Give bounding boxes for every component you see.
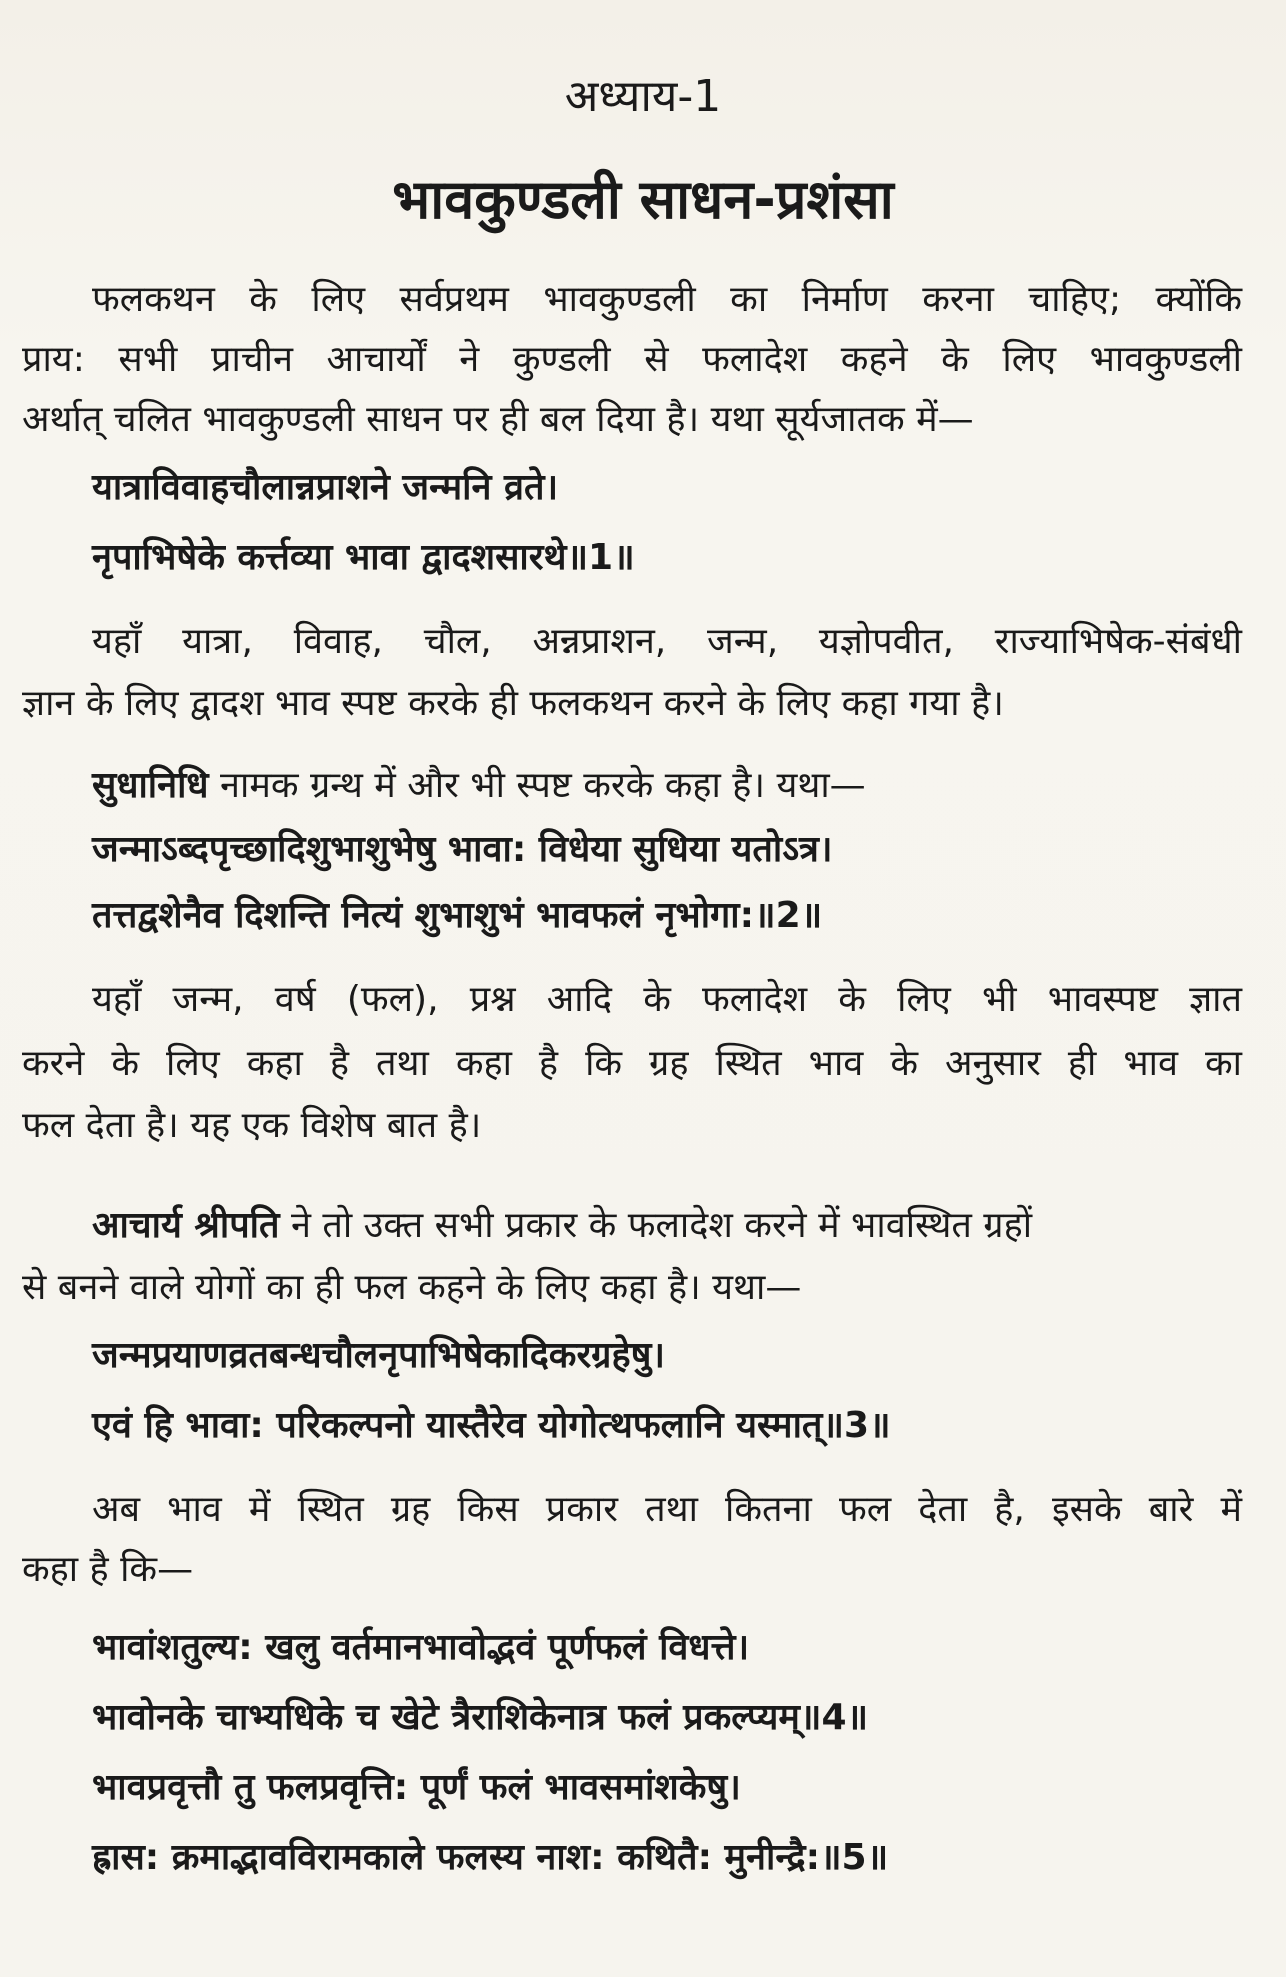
page-title: भावकुण्डली साधन-प्रशंसा (392, 168, 894, 231)
verse-3-line-2: एवं हि भावा: परिकल्पनो यास्तैरेव योगोत्थफलानि यस्मात्॥3॥ (92, 1405, 891, 1446)
paragraph-6-line-1: अब भाव में स्थित ग्रह किस प्रकार तथा कितना फल देता है, इसके बारे में (92, 1489, 1242, 1530)
verse-1-line-1: यात्राविवाहचौलान्नप्राशने जन्मनि व्रते। (92, 467, 559, 508)
verse-4-line-2: भावोनके चाभ्यधिके च खेटे त्रैराशिकेनात्र फलं प्रकल्प्यम्॥4॥ (92, 1697, 869, 1738)
paragraph-6-line-2: कहा है कि— (22, 1549, 194, 1590)
paragraph-2-line-2: ज्ञान के लिए द्वादश भाव स्पष्ट करके ही फलकथन करने के लिए कहा गया है। (22, 683, 1004, 724)
text-sudhanidhi: सुधानिधि (92, 765, 209, 806)
paragraph-3-line-1 (92, 756, 866, 816)
paragraph-5-line-2: से बनने वाले योगों का ही फल कहने के लिए कहा है। यथा— (22, 1267, 802, 1308)
verse-5-line-2: ह्रास: क्रमाद्भावविरामकाले फलस्य नाश: कथितै: मुनीन्द्रै:॥5॥ (92, 1837, 889, 1878)
verse-3-line-1: जन्मप्रयाणव्रतबन्धचौलनृपाभिषेकादिकरग्रहेषु। (92, 1335, 666, 1376)
chapter-heading: अध्याय-1 (564, 71, 722, 122)
verse-5-line-1: भावप्रवृत्तौ तु फलप्रवृत्ति: पूर्णं फलं भावसमांशकेषु। (92, 1767, 741, 1808)
verse-4-line-1: भावांशतुल्य: खलु वर्तमानभावोद्भवं पूर्णफलं विधत्ते। (92, 1627, 750, 1668)
paragraph-1-line-2: प्राय: सभी प्राचीन आचार्यों ने कुण्डली से फलादेश कहने के लिए भावकुण्डली (22, 339, 1242, 380)
paragraph-4-line-2: करने के लिए कहा है तथा कहा है कि ग्रह स्थित भाव के अनुसार ही भाव का (22, 1043, 1242, 1084)
verse-2-line-2: तत्तद्वशेनैव दिशन्ति नित्यं शुभाशुभं भावफलं नृभोगा:॥2॥ (92, 895, 823, 936)
paragraph-3-line-1-rest: नामक ग्रन्थ में और भी स्पष्ट करके कहा है। यथा— (208, 765, 866, 806)
verse-1-line-2: नृपाभिषेके कर्त्तव्या भावा द्वादशसारथे॥1॥ (92, 537, 635, 578)
paragraph-1-line-3: अर्थात् चलित भावकुण्डली साधन पर ही बल दिया है। यथा सूर्यजातक में— (22, 399, 974, 440)
text-acharya-shripati: आचार्य श्रीपति (92, 1205, 280, 1246)
paragraph-5-line-1-rest: ने तो उक्त सभी प्रकार के फलादेश करने में भावस्थित ग्रहों (279, 1205, 1033, 1246)
paragraph-5-line-1 (92, 1196, 1242, 1256)
verse-2-line-1: जन्माऽब्दपृच्छादिशुभाशुभेषु भावा: विधेया सुधिया यतोऽत्र। (92, 829, 833, 870)
paragraph-1-line-1: फलकथन के लिए सर्वप्रथम भावकुण्डली का निर्माण करना चाहिए; क्योंकि (92, 279, 1242, 320)
paragraph-2-line-1: यहाँ यात्रा, विवाह, चौल, अन्नप्राशन, जन्म, यज्ञोपवीत, राज्याभिषेक-संबंधी (92, 621, 1242, 662)
paragraph-4-line-1: यहाँ जन्म, वर्ष (फल), प्रश्न आदि के फलादेश के लिए भी भावस्पष्ट ज्ञात (92, 979, 1242, 1020)
paragraph-4-line-3: फल देता है। यह एक विशेष बात है। (22, 1105, 482, 1146)
